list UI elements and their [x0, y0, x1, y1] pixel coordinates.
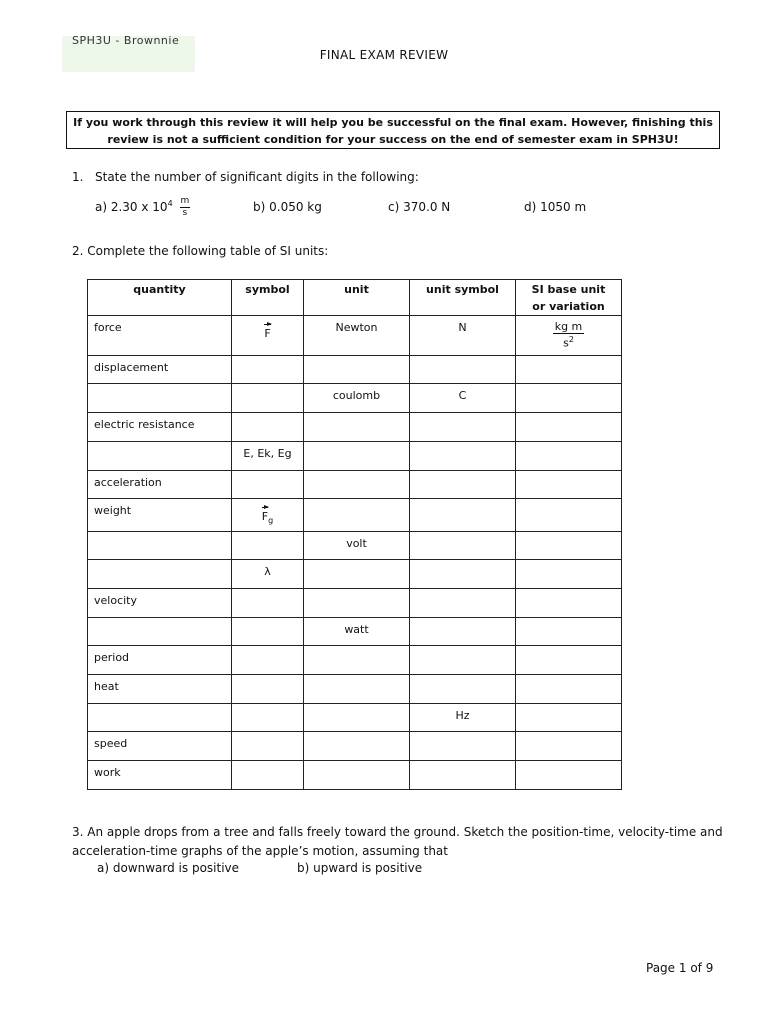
cell-si-base — [516, 471, 622, 499]
si-units-table — [87, 279, 622, 790]
cell-unit-symbol — [410, 499, 516, 532]
table-row — [88, 316, 622, 356]
cell-quantity: heat — [88, 675, 232, 704]
table-row — [88, 675, 622, 704]
si-base-fraction — [553, 321, 585, 350]
cell-symbol — [232, 499, 304, 532]
table-header-row — [88, 280, 622, 316]
cell-unit — [304, 471, 410, 499]
answer-a-unit — [180, 196, 191, 219]
cell-quantity: work — [88, 761, 232, 790]
cell-unit-symbol — [410, 761, 516, 790]
cell-unit-symbol — [410, 532, 516, 560]
cell-quantity: acceleration — [88, 471, 232, 499]
table-row — [88, 532, 622, 560]
question-1-text: State the number of significant digits in the following: — [95, 170, 419, 184]
cell-quantity: velocity — [88, 589, 232, 618]
answer-a-exponent: 4 — [167, 199, 173, 208]
cell-quantity: weight — [88, 499, 232, 532]
table-row — [88, 560, 622, 589]
si-base-numerator: kg m — [554, 320, 583, 333]
cell-unit — [304, 732, 410, 761]
cell-unit-symbol — [410, 589, 516, 618]
cell-unit-symbol — [410, 356, 516, 384]
cell-symbol — [232, 532, 304, 560]
cell-si-base — [516, 560, 622, 589]
table-row — [88, 413, 622, 442]
cell-unit-symbol — [410, 413, 516, 442]
table-row — [88, 589, 622, 618]
cell-symbol — [232, 618, 304, 646]
cell-si-base — [516, 618, 622, 646]
header-quantity: quantity — [88, 280, 232, 316]
cell-unit-symbol — [410, 618, 516, 646]
header-unit: unit — [304, 280, 410, 316]
cell-unit-symbol: C — [410, 384, 516, 413]
table-row — [88, 356, 622, 384]
answer-a-unit-den: s — [182, 208, 188, 218]
cell-unit-symbol — [410, 560, 516, 589]
table-row — [88, 618, 622, 646]
cell-unit — [304, 675, 410, 704]
cell-unit — [304, 589, 410, 618]
question-3-option-a: a) downward is positive — [97, 861, 240, 875]
question-3-text: 3. An apple drops from a tree and falls freely toward the ground. Sketch the position-time, velocity-time and acceleration-time graphs of the apple’s motion, assuming that — [72, 825, 723, 858]
answer-b: b) 0.050 kg — [253, 200, 322, 214]
symbol-subscript: g — [268, 516, 274, 526]
answer-c: c) 370.0 N — [388, 200, 451, 214]
table-row — [88, 471, 622, 499]
cell-quantity — [88, 560, 232, 589]
cell-unit-symbol — [410, 646, 516, 675]
cell-quantity — [88, 442, 232, 471]
cell-si-base — [516, 589, 622, 618]
cell-symbol: E, Ek, Eg — [232, 442, 304, 471]
si-base-den-base: s — [563, 336, 569, 350]
cell-quantity: speed — [88, 732, 232, 761]
page-number: Page 1 of 9 — [646, 961, 714, 975]
cell-unit — [304, 413, 410, 442]
si-base-denominator — [553, 334, 585, 350]
cell-unit-symbol — [410, 732, 516, 761]
cell-quantity — [88, 384, 232, 413]
table-row — [88, 384, 622, 413]
vector-symbol: F — [262, 504, 268, 524]
cell-symbol — [232, 704, 304, 732]
answer-a — [95, 196, 190, 219]
si-base-den-exponent: 2 — [568, 335, 574, 344]
cell-si-base — [516, 384, 622, 413]
page-title: FINAL EXAM REVIEW — [319, 48, 449, 62]
stamp-text: SPH3U - Brownnie — [72, 36, 180, 47]
cell-si-base — [516, 732, 622, 761]
cell-symbol — [232, 646, 304, 675]
cell-si-base — [516, 413, 622, 442]
cell-symbol — [232, 356, 304, 384]
cell-si-base — [516, 646, 622, 675]
cell-unit: coulomb — [304, 384, 410, 413]
cell-unit-symbol — [410, 471, 516, 499]
cell-unit — [304, 704, 410, 732]
cell-si-base — [516, 499, 622, 532]
cell-symbol — [232, 589, 304, 618]
table-row — [88, 646, 622, 675]
cell-symbol — [232, 413, 304, 442]
cell-unit-symbol — [410, 675, 516, 704]
table-row — [88, 761, 622, 790]
cell-quantity: force — [88, 316, 232, 356]
cell-unit: Newton — [304, 316, 410, 356]
cell-quantity: displacement — [88, 356, 232, 384]
cell-symbol: λ — [232, 560, 304, 589]
answer-a-unit-num: m — [180, 196, 190, 206]
cell-symbol — [232, 316, 304, 356]
header-unit-symbol: unit symbol — [410, 280, 516, 316]
question-1-number: 1. — [72, 170, 84, 184]
cell-unit-symbol: N — [410, 316, 516, 356]
cell-quantity — [88, 704, 232, 732]
header-si-base-line2: or variation — [532, 300, 605, 313]
question-2-text: 2. Complete the following table of SI units: — [72, 244, 329, 258]
answer-a-value: a) 2.30 x 10 — [95, 200, 168, 214]
cell-symbol — [232, 471, 304, 499]
cell-unit — [304, 442, 410, 471]
table-row — [88, 704, 622, 732]
cell-unit — [304, 356, 410, 384]
cell-si-base — [516, 442, 622, 471]
notice-box: If you work through this review it will help you be successful on the final exam. However, finishing this review is not a sufficient condition for your success on the end of semester exam in SPH3U! — [66, 111, 720, 149]
vector-symbol: F — [264, 321, 270, 341]
cell-unit — [304, 560, 410, 589]
cell-unit — [304, 646, 410, 675]
cell-unit-symbol — [410, 442, 516, 471]
answer-d: d) 1050 m — [524, 200, 587, 214]
cell-unit — [304, 761, 410, 790]
cell-si-base — [516, 532, 622, 560]
cell-si-base — [516, 316, 622, 356]
cell-symbol — [232, 761, 304, 790]
cell-unit: volt — [304, 532, 410, 560]
table-row — [88, 499, 622, 532]
header-si-base — [516, 280, 622, 316]
cell-si-base — [516, 761, 622, 790]
cell-quantity: period — [88, 646, 232, 675]
table-row — [88, 732, 622, 761]
cell-quantity: electric resistance — [88, 413, 232, 442]
cell-si-base — [516, 675, 622, 704]
cell-symbol — [232, 675, 304, 704]
table-row — [88, 442, 622, 471]
header-si-base-line1: SI base unit — [531, 283, 606, 296]
cell-quantity — [88, 618, 232, 646]
cell-quantity — [88, 532, 232, 560]
cell-unit: watt — [304, 618, 410, 646]
cell-si-base — [516, 356, 622, 384]
cell-symbol — [232, 384, 304, 413]
cell-si-base — [516, 704, 622, 732]
cell-unit — [304, 499, 410, 532]
cell-unit-symbol: Hz — [410, 704, 516, 732]
header-symbol: symbol — [232, 280, 304, 316]
cell-symbol — [232, 732, 304, 761]
question-3-option-b: b) upward is positive — [297, 861, 423, 875]
